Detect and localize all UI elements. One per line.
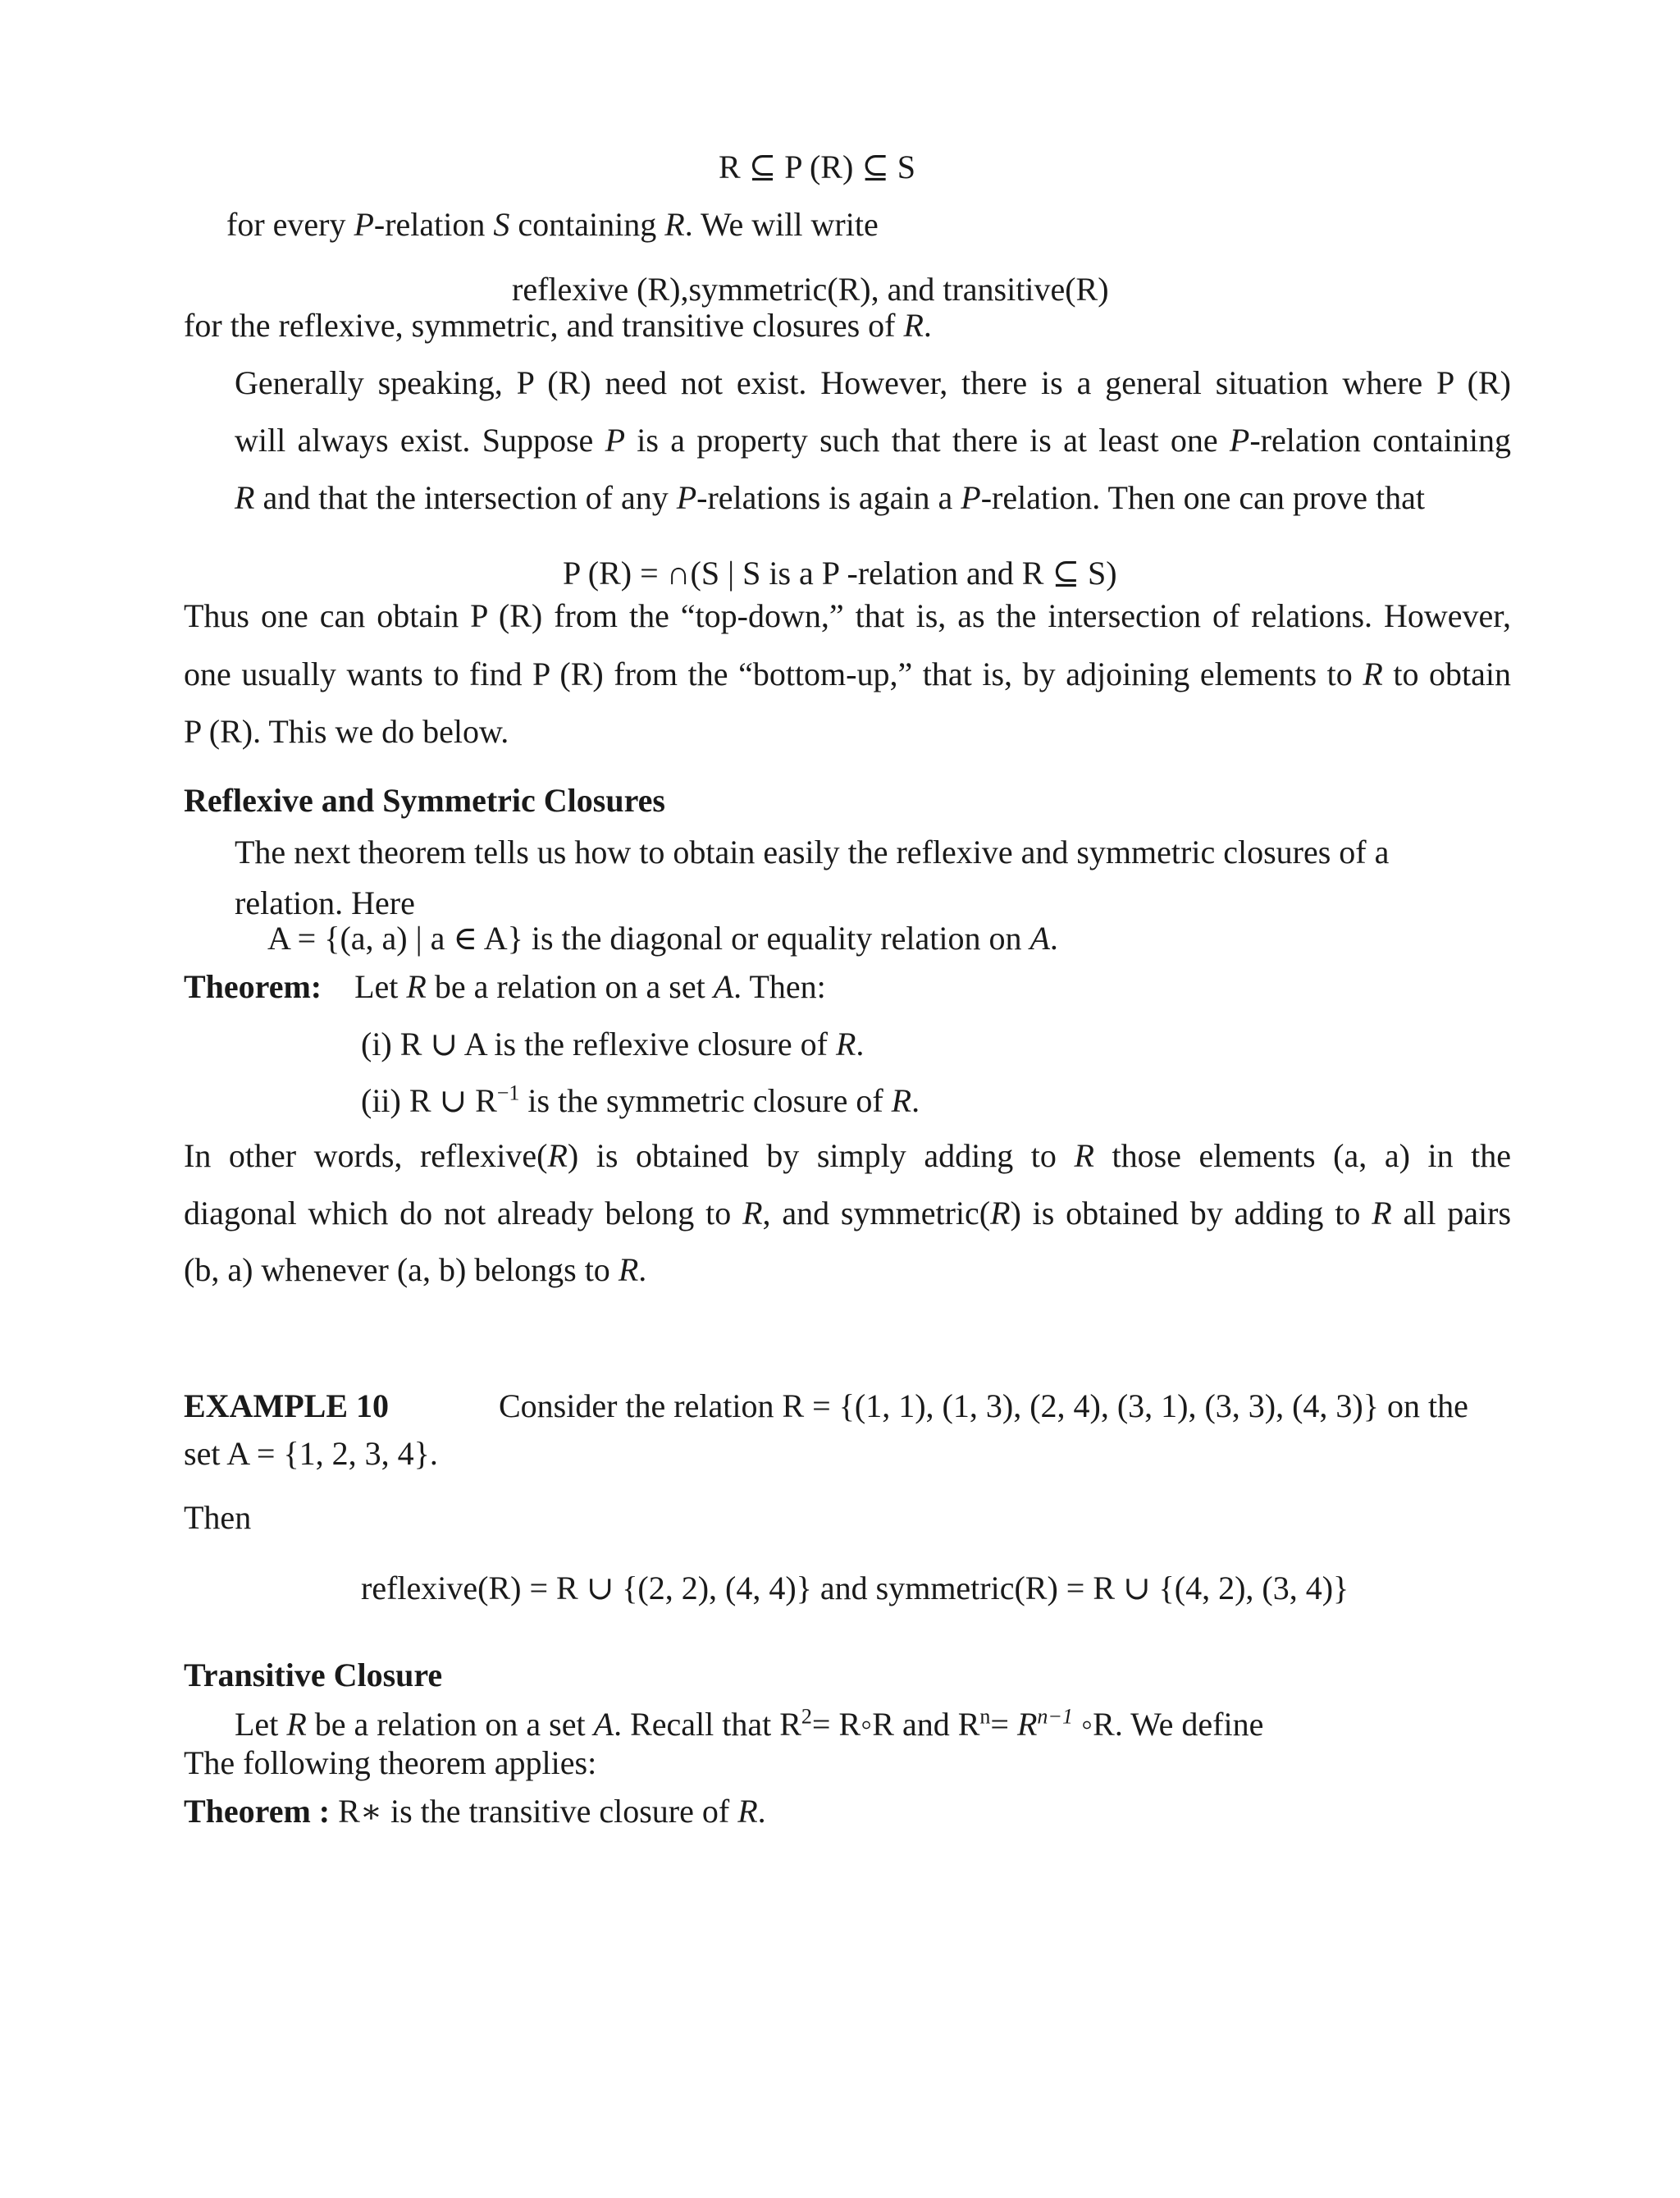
paragraph-line: The next theorem tells us how to obtain easily the reflexive and symmetric closures of a — [235, 834, 1390, 871]
example-label: EXAMPLE 10 — [184, 1387, 389, 1424]
formula-closure-intersection: P (R) = ∩(S | S is a P -relation and R ⊆ S) — [563, 555, 1117, 592]
paragraph-line: In other words, reflexive(R) is obtained by simply adding to R those elements (a, a) in the — [184, 1137, 1512, 1174]
paragraph-line: one usually wants to find P (R) from the “bottom-up,” that is, by adjoining elements to R to obtain — [184, 656, 1511, 692]
paragraph-line: Thus one can obtain P (R) from the “top-down,” that is, as the intersection of relations. However, — [184, 597, 1511, 634]
paragraph-line: Generally speaking, P (R) need not exist. However, there is a general situation where P (R) — [235, 364, 1511, 401]
paragraph-line: P (R). This we do below. — [184, 713, 509, 750]
section-heading-reflexive-symmetric: Reflexive and Symmetric Closures — [184, 782, 665, 819]
closures-notation: reflexive (R),symmetric(R), and transitive(R) — [512, 271, 1109, 308]
diagonal-definition: A = {(a, a) | a ∈ A} is the diagonal or equality relation on A. — [267, 920, 1058, 957]
theorem-statement: Theorem: Let R be a relation on a set A. Then: — [184, 968, 826, 1005]
paragraph-line: diagonal which do not already belong to R, and symmetric(R) is obtained by adding to R all pairs — [184, 1195, 1512, 1232]
paragraph-line: relation. Here — [235, 884, 415, 921]
text-line: The following theorem applies: — [184, 1744, 597, 1781]
example-statement: Consider the relation R = {(1, 1), (1, 3), (2, 4), (3, 1), (3, 3), (4, 3)} on the — [499, 1387, 1468, 1424]
example-result-formula: reflexive(R) = R ∪ {(2, 2), (4, 4)} and symmetric(R) = R ∪ {(4, 2), (3, 4)} — [361, 1570, 1349, 1606]
theorem-item-i: (i) R ∪ A is the reflexive closure of R. — [361, 1026, 865, 1062]
example-set-definition: set A = {1, 2, 3, 4}. — [184, 1435, 438, 1472]
paragraph-line: will always exist. Suppose P is a property such that there is at least one P-relation containing — [235, 422, 1511, 459]
text-line: Then — [184, 1499, 252, 1536]
text-line: for the reflexive, symmetric, and transitive closures of R. — [184, 307, 932, 344]
section-heading-transitive-closure: Transitive Closure — [184, 1656, 443, 1693]
transitive-theorem: Theorem : R∗ is the transitive closure of R. — [184, 1793, 766, 1830]
theorem-label: Theorem: — [184, 968, 322, 1005]
paragraph-line: R and that the intersection of any P-relations is again a P-relation. Then one can prove that — [235, 479, 1425, 516]
formula-r-subset-p-subset-s: R ⊆ P (R) ⊆ S — [719, 149, 916, 185]
transitive-definition: Let R be a relation on a set A. Recall that $R^2=$ R◦R and $R^n= R^{n-1}$ ◦R. We define — [235, 1704, 1264, 1743]
text-line: for every P-relation S containing R. We will write — [226, 206, 879, 243]
theorem-label: Theorem : — [184, 1793, 339, 1830]
theorem-item-ii: (ii) R ∪ $R^{-1}$ is the symmetric closure of R. — [361, 1081, 920, 1119]
paragraph-line: (b, a) whenever (a, b) belongs to R. — [184, 1251, 647, 1288]
